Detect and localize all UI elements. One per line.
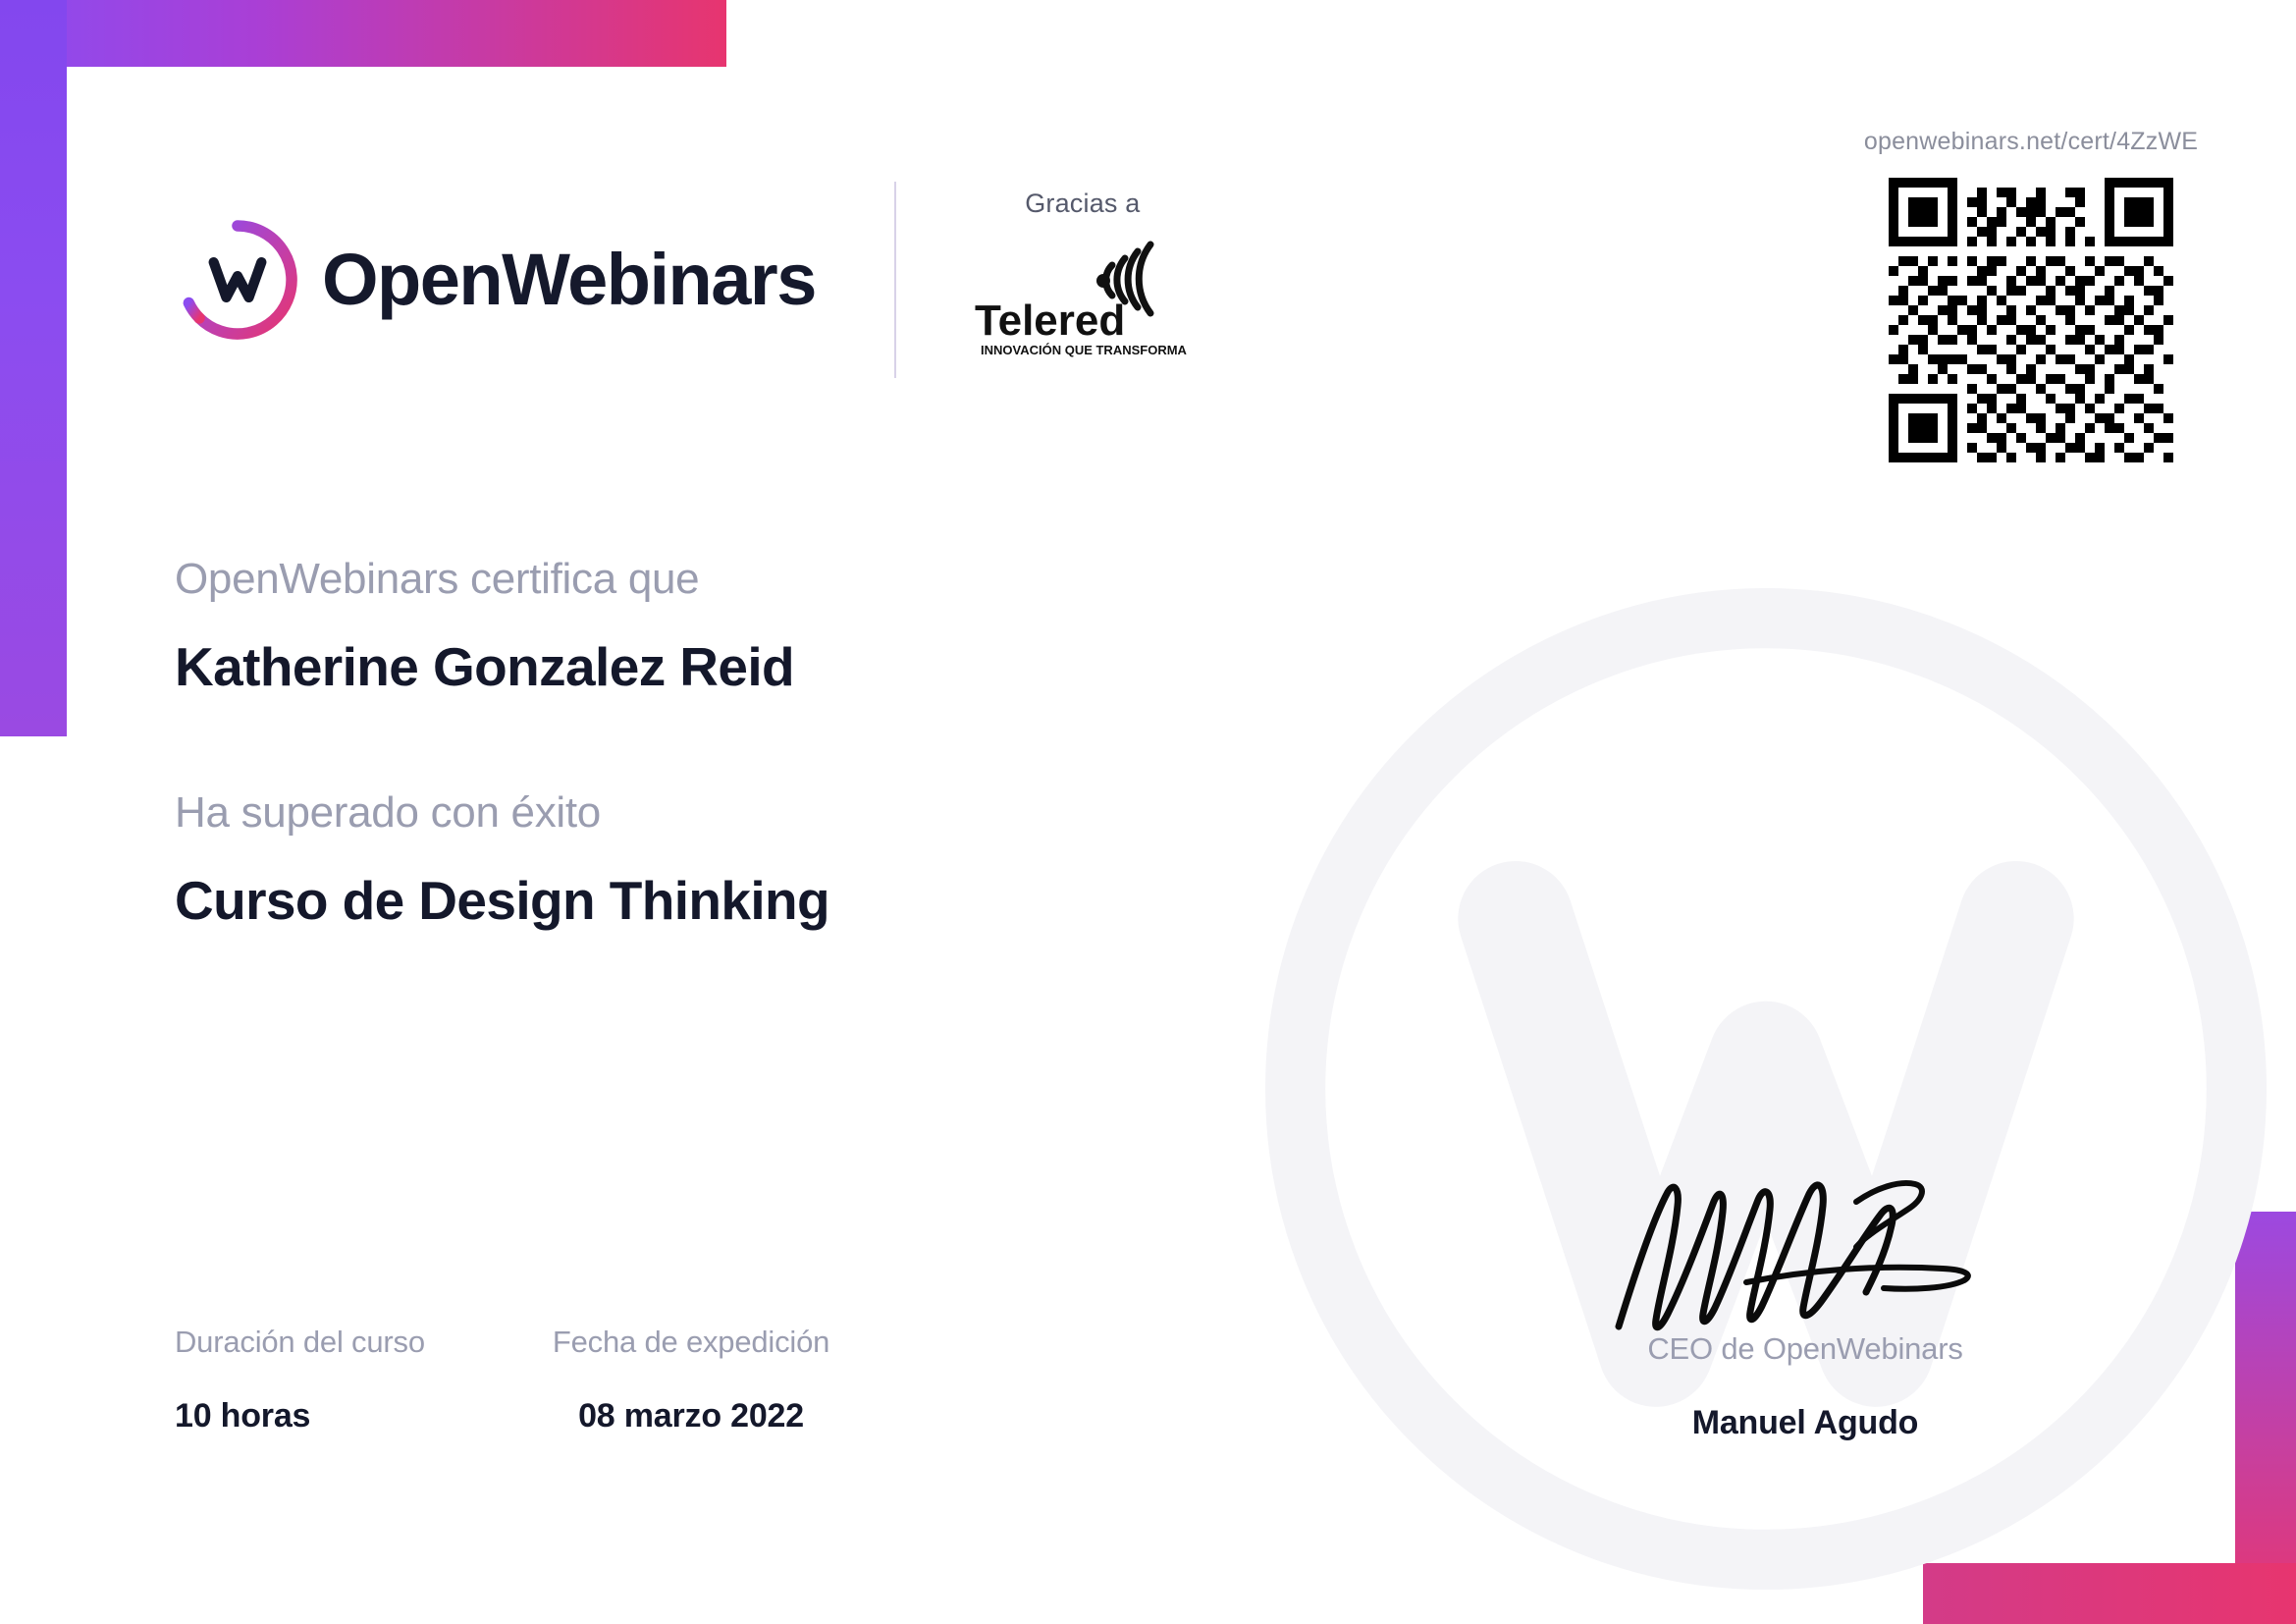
- issue-date-value: 08 marzo 2022: [578, 1397, 804, 1435]
- signature-block: [1501, 1145, 2109, 1442]
- passed-label: Ha superado con éxito: [175, 788, 601, 837]
- certificate-url: openwebinars.net/cert/4ZzWE: [1863, 128, 2199, 155]
- corner-bar-vertical: [2235, 1212, 2296, 1624]
- certificate-meta: [175, 1325, 957, 1435]
- corner-bar-horizontal: [0, 0, 726, 67]
- duration-block: [175, 1325, 425, 1435]
- signer-name: Manuel Agudo: [1691, 1404, 1919, 1441]
- issue-date-block: [553, 1325, 829, 1435]
- openwebinars-wordmark: OpenWebinars: [322, 239, 816, 320]
- telered-signal-icon: [965, 239, 1201, 371]
- issue-date-label: Fecha de expedición: [552, 1325, 830, 1359]
- openwebinars-w-logo-icon: [175, 217, 300, 343]
- certificate-header: [175, 182, 1269, 378]
- svg-text:Telered: Telered: [974, 297, 1126, 345]
- course-name: Curso de Design Thinking: [175, 870, 830, 931]
- duration-label: Duración del curso: [175, 1325, 425, 1359]
- openwebinars-logo: [175, 217, 816, 343]
- corner-bar-horizontal: [1923, 1563, 2296, 1624]
- qr-code-icon[interactable]: [1889, 178, 2173, 462]
- sponsor-label: Gracias a: [1025, 189, 1141, 218]
- student-name: Katherine Gonzalez Reid: [175, 636, 795, 697]
- duration-value: 10 horas: [175, 1397, 311, 1435]
- qr-block: [1825, 128, 2237, 462]
- handwritten-signature-icon: [1599, 1145, 2011, 1341]
- signer-role: CEO de OpenWebinars: [1647, 1331, 1963, 1366]
- certifies-label: OpenWebinars certifica que: [175, 555, 700, 603]
- certificate-body: [175, 555, 1549, 932]
- sponsor-block: [896, 189, 1269, 371]
- corner-bar-vertical: [0, 0, 67, 736]
- sponsor-tagline: INNOVACIÓN QUE TRANSFORMA: [980, 343, 1187, 357]
